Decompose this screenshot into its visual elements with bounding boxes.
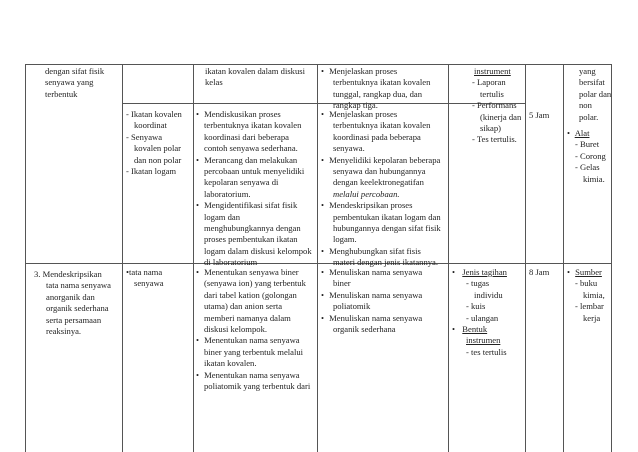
text-line: materi dengan jenis ikatannya. xyxy=(333,257,438,268)
text-line: - lembar xyxy=(575,301,604,312)
text-line: dari tabel kation (golongan xyxy=(204,289,297,300)
text-line: (senyawa ion) yang terbentuk xyxy=(204,278,306,289)
text-line: - tes tertulis xyxy=(466,346,507,357)
text-line: senyawa dan hubungannya xyxy=(333,166,426,177)
text-line: ikatan kovalen dalam diskusi xyxy=(205,66,305,76)
text-line: - ulangan xyxy=(466,312,499,323)
text-line xyxy=(452,267,507,278)
text-line: Menjelaskan proses xyxy=(329,66,398,76)
text-line: percobaan untuk menyelidiki xyxy=(204,166,305,177)
text-line: melalui percobaan. xyxy=(333,188,400,199)
text-line: dengan sifat fisik xyxy=(45,66,105,76)
text-line: hubungannya dengan sifat fisik xyxy=(333,223,441,234)
text-line: anorganik dan xyxy=(46,291,95,302)
bullet: • xyxy=(321,245,325,256)
text-line: - tugas xyxy=(466,278,490,289)
assessment-cell xyxy=(452,267,507,358)
bullet: • xyxy=(321,312,325,323)
text-line: Bentuk xyxy=(462,324,488,335)
text-line: proses pembentukan ikatan xyxy=(204,234,298,245)
text-line: tunggal, rangkap dua, dan xyxy=(333,88,423,99)
text-line: polar dan xyxy=(579,88,612,99)
bullet: • xyxy=(321,66,325,76)
bullet: • xyxy=(321,109,325,119)
text-line: kepolaran senyawa di xyxy=(204,177,279,188)
text-line: Menyelidiki kepolaran beberapa xyxy=(329,154,441,165)
activity-cell xyxy=(205,66,305,89)
material-cell xyxy=(126,267,164,290)
resource-cell xyxy=(567,66,611,185)
text-line: - buku xyxy=(575,278,598,289)
text-line: - kuis xyxy=(466,301,486,312)
text-line: polar. xyxy=(579,111,599,122)
text-line: tertulis xyxy=(480,88,504,99)
col-divider-5 xyxy=(525,64,526,452)
text-line xyxy=(321,66,430,77)
resource-cell xyxy=(567,267,605,324)
text-line: yang xyxy=(579,66,596,76)
text-line: terbentuknya ikatan kovalen xyxy=(333,120,431,131)
text-line xyxy=(196,267,310,278)
bullet: • xyxy=(196,335,200,346)
text-line: dan non polar xyxy=(134,154,182,165)
text-line xyxy=(321,155,441,166)
text-line: utama) dan anion serta xyxy=(204,301,283,312)
text-line: instrument xyxy=(474,66,511,76)
text-line: instrumen xyxy=(466,335,501,346)
text-line: logam. xyxy=(333,234,357,245)
text-line: koordinasi pada beberapa xyxy=(333,131,421,142)
text-line: Mendeskripsikan proses xyxy=(329,200,413,211)
text-line xyxy=(196,335,310,346)
text-line: organik sederhana xyxy=(333,324,396,335)
text-line: biner xyxy=(333,278,351,289)
bullet: • xyxy=(196,369,200,380)
text-line: memberi namanya dalam xyxy=(204,312,291,323)
text-line xyxy=(321,267,422,278)
time-allocation-cell xyxy=(529,110,549,121)
text-line: ikatan kovalen. xyxy=(204,358,257,369)
assessment-cell xyxy=(472,66,521,146)
text-line: Alat xyxy=(574,128,590,139)
bullet: • xyxy=(321,200,325,211)
text-line: menghubungkannya dengan xyxy=(204,223,301,234)
text-line: terbentuk xyxy=(45,88,78,99)
text-line: rangkap tiga. xyxy=(333,100,378,111)
text-line: kovalen polar xyxy=(134,143,182,154)
text-line: 5 Jam xyxy=(529,110,550,120)
text-line: senyawa xyxy=(134,278,164,289)
text-line: bersifat xyxy=(579,77,605,88)
text-line: kimia, xyxy=(583,289,605,300)
text-line: Menjelaskan proses xyxy=(329,109,398,119)
text-line: senyawa yang xyxy=(45,77,94,88)
bullet: • xyxy=(321,154,325,165)
text-line: 8 Jam xyxy=(529,267,550,277)
col-divider-4 xyxy=(448,64,449,452)
indicator-cell xyxy=(321,267,422,335)
text-line xyxy=(567,128,611,139)
text-line: terbentuknya ikatan kovalen xyxy=(204,120,302,131)
text-line xyxy=(321,246,441,257)
col-divider-6 xyxy=(563,64,564,452)
text-line: Menuliskan nama senyawa xyxy=(329,267,423,277)
text-line xyxy=(321,109,441,120)
text-line: - Buret xyxy=(575,139,600,150)
text-line xyxy=(321,290,422,301)
col-divider-3 xyxy=(317,64,318,452)
text-line: - Ikatan kovalen xyxy=(126,109,182,119)
bullet: • xyxy=(196,267,200,277)
material-cell xyxy=(126,109,182,177)
text-line: pembentukan ikatan logam dan xyxy=(333,211,441,222)
bullet: • xyxy=(196,200,200,211)
text-line: Menghubungkan sifat fisis xyxy=(329,245,421,256)
text-line: diskusi kelompok. xyxy=(204,324,268,335)
text-line xyxy=(196,200,312,211)
bullet: • xyxy=(567,128,571,139)
text-line: senyawa. xyxy=(333,143,365,154)
bullet: • xyxy=(321,289,325,300)
text-line: poliatomik yang terbentuk dari xyxy=(204,381,311,392)
text-line xyxy=(321,313,422,324)
text-line xyxy=(196,155,312,166)
text-line: kimia. xyxy=(583,173,605,184)
activity-cell xyxy=(196,267,310,392)
text-line: tata nama senyawa xyxy=(46,280,111,291)
activity-cell xyxy=(196,109,312,269)
text-line: laboratorium. xyxy=(204,188,251,199)
text-line xyxy=(196,109,312,120)
text-line: koordinat xyxy=(134,120,167,131)
text-line: kelas xyxy=(205,77,223,88)
text-line: Sumber xyxy=(575,267,602,277)
text-line: Merancang dan melakukan xyxy=(204,154,298,165)
text-line xyxy=(567,267,605,278)
bullet: • xyxy=(321,267,325,277)
text-line: Menuliskan nama senyawa xyxy=(329,289,423,300)
text-line: kerja xyxy=(583,312,601,323)
competency-cell xyxy=(34,269,111,337)
text-line: Menentukan nama senyawa xyxy=(204,369,300,380)
text-line: (kinerja dan xyxy=(480,111,522,122)
text-line: contoh senyawa sederhana. xyxy=(204,143,298,154)
text-line: di laboratorium xyxy=(204,257,258,268)
time-allocation-cell xyxy=(529,267,549,278)
text-line: Mengidentifikasi sifat fisik xyxy=(204,200,298,211)
table-left-border xyxy=(25,64,26,452)
bullet: • xyxy=(567,267,571,277)
row-divider-2 xyxy=(25,263,611,264)
text-line: terbentuknya ikatan kovalen xyxy=(333,77,431,88)
bullet: • xyxy=(452,324,456,335)
bullet: • xyxy=(196,109,200,119)
text-line: - Performans xyxy=(472,100,517,111)
text-line: Jenis tagihan xyxy=(462,267,507,277)
text-line: - Corong xyxy=(575,150,606,161)
text-line: - Gelas xyxy=(575,162,600,173)
text-line: - Laporan xyxy=(472,77,506,88)
bullet: • xyxy=(452,267,456,277)
col-divider-1 xyxy=(122,64,123,452)
text-line: - Senyawa xyxy=(126,131,163,142)
text-line: - Tes tertulis. xyxy=(472,134,517,145)
text-line: dengan keelektronegatifan xyxy=(333,177,424,188)
text-line: individu xyxy=(474,289,503,300)
text-line: biner yang terbentuk melalui xyxy=(204,346,304,357)
text-line: Menentukan senyawa biner xyxy=(204,267,299,277)
text-line: Menuliskan nama senyawa xyxy=(329,312,423,323)
text-line: serta persamaan xyxy=(46,314,102,325)
text-line: organik sederhana xyxy=(46,303,109,314)
text-line: - Ikatan logam xyxy=(126,166,177,177)
text-line: reaksinya. xyxy=(46,326,82,337)
text-line: poliatomik xyxy=(333,301,371,312)
text-line: non xyxy=(579,100,592,111)
indicator-cell xyxy=(321,66,430,112)
col-divider-2 xyxy=(193,64,194,452)
bullet: • xyxy=(196,154,200,165)
text-line: Menentukan nama senyawa xyxy=(204,335,300,346)
text-line xyxy=(196,370,310,381)
text-line: logam dalam diskusi kelompok xyxy=(204,245,312,256)
text-line: koordinasi dari beberapa xyxy=(204,131,289,142)
text-line: 3. Mendeskripsikan xyxy=(34,269,102,279)
text-line: logam dan xyxy=(204,211,241,222)
table-top-border xyxy=(25,64,611,65)
competency-cell xyxy=(45,66,104,100)
text-line: Mendiskusikan proses xyxy=(204,109,281,119)
text-line: sikap) xyxy=(480,123,502,134)
text-line xyxy=(321,200,441,211)
text-line: •tata nama xyxy=(126,267,163,277)
text-line xyxy=(452,324,507,335)
indicator-cell xyxy=(321,109,441,269)
